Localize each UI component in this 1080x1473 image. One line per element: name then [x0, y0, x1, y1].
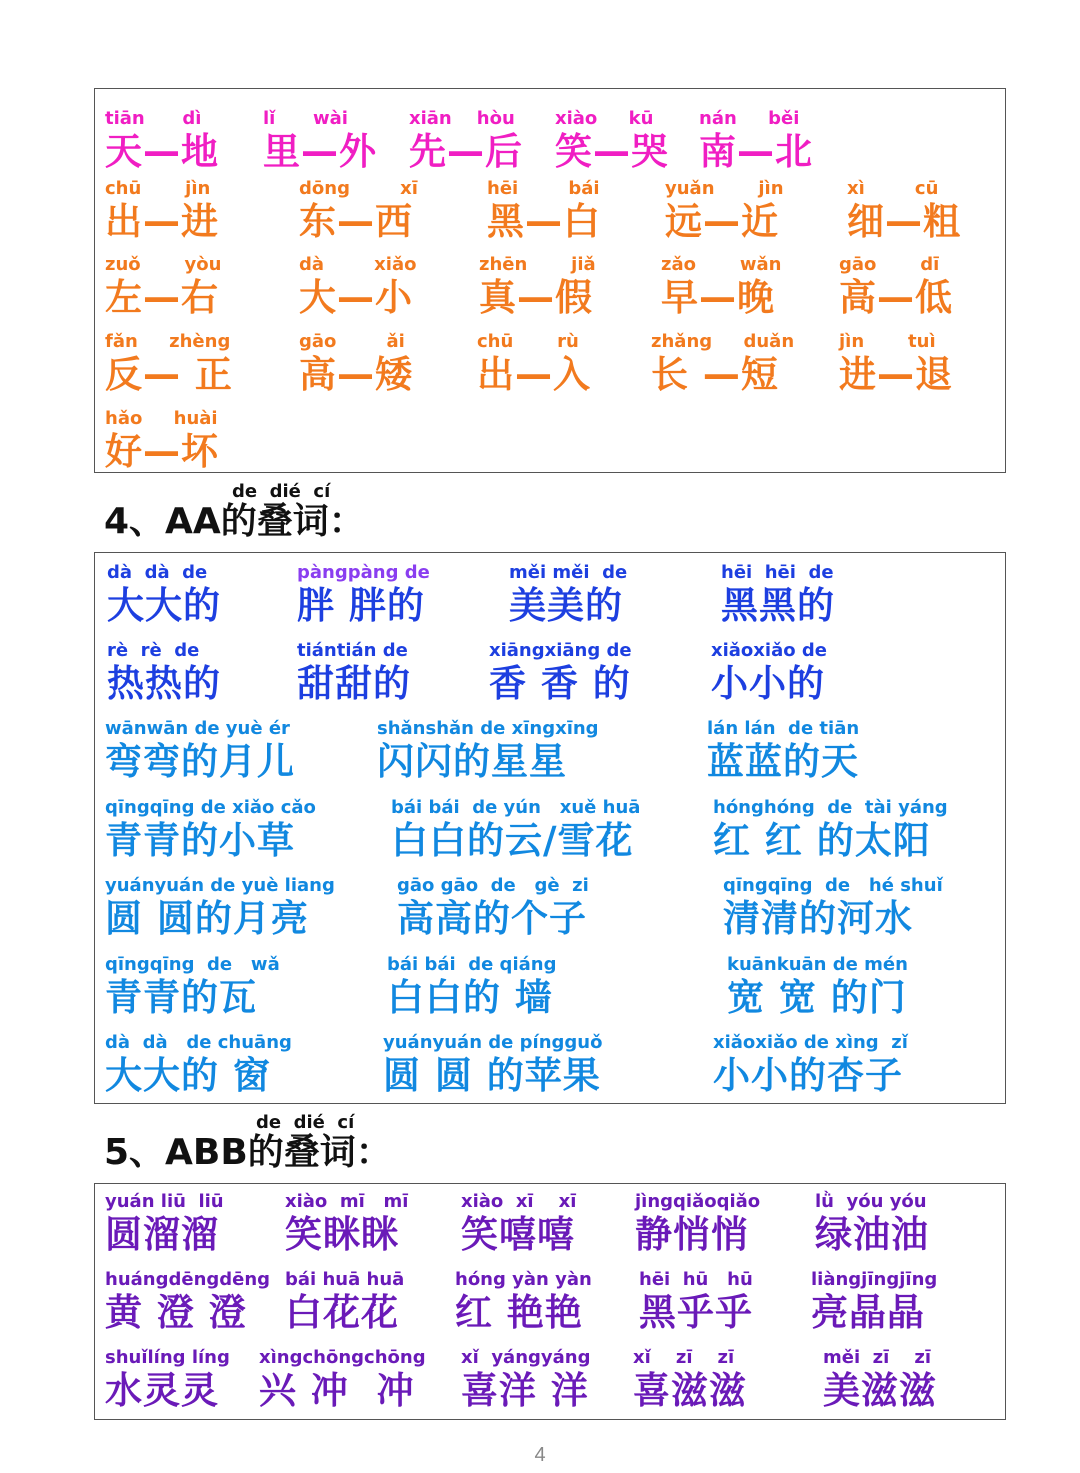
heading-pinyin: de dié cí	[232, 481, 331, 502]
abb-word	[105, 1270, 270, 1336]
antonym-word	[477, 332, 591, 398]
aa-phrase	[105, 876, 335, 942]
antonym-word	[105, 109, 219, 175]
abb-word	[461, 1348, 590, 1414]
hanzi: 东—西	[299, 200, 413, 243]
pinyin: chū rù	[477, 331, 579, 352]
pinyin: qīngqīng de hé shuǐ	[723, 875, 943, 896]
heading-text: 5、ABB的叠词：	[104, 1132, 392, 1173]
hanzi: 甜甜的	[297, 662, 411, 705]
aa-phrase	[377, 719, 599, 785]
pinyin: huángdēngdēng	[105, 1269, 271, 1290]
pinyin: dōng xī	[299, 178, 418, 199]
aa-word	[297, 641, 411, 707]
hanzi: 宽 宽 的门	[727, 976, 907, 1019]
antonym-word	[479, 255, 596, 321]
aa-phrase	[391, 798, 640, 864]
abb-word	[633, 1348, 747, 1414]
pinyin: chū jìn	[105, 178, 211, 199]
hanzi: 黑黑的	[721, 584, 835, 627]
pinyin: hóng yàn yàn	[455, 1269, 592, 1290]
hanzi: 弯弯的月儿	[105, 740, 295, 783]
pinyin: fǎn zhèng	[105, 331, 231, 352]
pinyin: xìngchōngchōng	[259, 1347, 426, 1368]
abb-words-box	[94, 1183, 1006, 1420]
pinyin: měi měi de	[509, 562, 628, 583]
pinyin: bái bái de qiáng	[387, 954, 557, 975]
hanzi: 胖 胖的	[297, 584, 425, 627]
aa-word	[297, 563, 430, 629]
antonyms-box	[94, 88, 1006, 473]
hanzi: 白花花	[285, 1291, 399, 1334]
hanzi: 黑—白	[487, 200, 601, 243]
hanzi: 圆溜溜	[105, 1213, 219, 1256]
aa-phrase	[707, 719, 859, 785]
hanzi: 进—退	[839, 353, 953, 396]
antonym-word	[299, 179, 418, 245]
aa-phrase	[105, 955, 280, 1021]
pinyin: hónghóng de tài yáng	[713, 797, 948, 818]
page-number: 4	[534, 1444, 546, 1466]
hanzi: 绿油油	[815, 1213, 929, 1256]
pinyin: liàngjīngjīng	[811, 1269, 938, 1290]
pinyin: xiào xī xī	[461, 1191, 577, 1212]
abb-word	[259, 1348, 426, 1414]
abb-word	[811, 1270, 937, 1336]
hanzi: 先—后	[409, 130, 523, 173]
heading-text: 4、AA的叠词：	[104, 501, 365, 542]
hanzi: 黑乎乎	[639, 1291, 753, 1334]
hanzi: 笑眯眯	[285, 1213, 399, 1256]
hanzi: 红 红 的太阳	[713, 819, 931, 862]
hanzi: 香 香 的	[489, 662, 631, 705]
hanzi: 反— 正	[105, 353, 233, 396]
pinyin: měi zī zī	[823, 1347, 932, 1368]
hanzi: 远—近	[665, 200, 779, 243]
hanzi: 细—粗	[847, 200, 961, 243]
abb-word	[639, 1270, 753, 1336]
hanzi: 美滋滋	[823, 1369, 937, 1412]
aa-phrase	[713, 1033, 908, 1099]
antonym-word	[839, 332, 953, 398]
pinyin: xiào mī mī	[285, 1191, 409, 1212]
pinyin: qīngqīng de xiǎo cǎo	[105, 797, 316, 818]
hanzi: 高—低	[839, 276, 953, 319]
pinyin: shuǐlíng líng	[105, 1347, 230, 1368]
hanzi: 静悄悄	[635, 1213, 749, 1256]
pinyin: yuán liū liū	[105, 1191, 224, 1212]
aa-phrase	[105, 1033, 292, 1099]
aa-phrase	[387, 955, 556, 1021]
hanzi: 天—地	[105, 130, 219, 173]
aa-word	[489, 641, 632, 707]
hanzi: 红 艳艳	[455, 1291, 583, 1334]
aa-words-box	[94, 552, 1006, 1104]
heading-pinyin: de dié cí	[256, 1112, 355, 1133]
pinyin: tiān dì	[105, 108, 202, 129]
antonym-word	[105, 409, 219, 475]
hanzi: 小小的杏子	[713, 1054, 903, 1097]
aa-phrase	[105, 719, 295, 785]
pinyin: shǎnshǎn de xīngxīng	[377, 718, 599, 739]
pinyin: lǐ wài	[263, 108, 348, 129]
aa-word	[721, 563, 835, 629]
antonym-word	[409, 109, 523, 175]
hanzi: 出—进	[105, 200, 219, 243]
pinyin: xiǎoxiǎo de xìng zǐ	[713, 1032, 908, 1053]
pinyin: zǎo wǎn	[661, 254, 782, 275]
hanzi: 白白的 墙	[387, 976, 553, 1019]
hanzi: 里—外	[263, 130, 377, 173]
hanzi: 南—北	[699, 130, 813, 173]
pinyin: jìngqiǎoqiǎo	[635, 1191, 761, 1212]
hanzi: 长 —短	[651, 353, 779, 396]
pinyin: gāo dī	[839, 254, 940, 275]
pinyin: xiāngxiāng de	[489, 640, 632, 661]
hanzi: 笑嘻嘻	[461, 1213, 575, 1256]
antonym-word	[487, 179, 601, 245]
hanzi: 青青的瓦	[105, 976, 257, 1019]
hanzi: 黄 澄 澄	[105, 1291, 247, 1334]
antonym-word	[651, 332, 794, 398]
hanzi: 高高的个子	[397, 897, 587, 940]
pinyin: bái huā huā	[285, 1269, 405, 1290]
pinyin: dà dà de chuāng	[105, 1032, 292, 1053]
pinyin: xiào kū	[555, 108, 654, 129]
hanzi: 高—矮	[299, 353, 413, 396]
aa-word	[107, 563, 221, 629]
antonym-word	[105, 255, 221, 321]
hanzi: 早—晚	[661, 276, 775, 319]
hanzi: 水灵灵	[105, 1369, 219, 1412]
pinyin: xiān hòu	[409, 108, 515, 129]
aa-phrase	[105, 798, 316, 864]
aa-phrase	[383, 1033, 602, 1099]
abb-word	[461, 1192, 576, 1258]
hanzi: 大大的 窗	[105, 1054, 271, 1097]
pinyin: zuǒ yòu	[105, 254, 222, 275]
pinyin: dà xiǎo	[299, 254, 417, 275]
hanzi: 亮晶晶	[811, 1291, 925, 1334]
hanzi: 喜滋滋	[633, 1369, 747, 1412]
antonym-word	[299, 332, 413, 398]
pinyin: yuǎn jìn	[665, 178, 784, 199]
antonym-word	[555, 109, 669, 175]
hanzi: 青青的小草	[105, 819, 295, 862]
abb-word	[823, 1348, 937, 1414]
hanzi: 兴 冲 冲	[259, 1369, 415, 1412]
pinyin: yuányuán de yuè liang	[105, 875, 335, 896]
pinyin: xiǎoxiǎo de	[711, 640, 827, 661]
antonym-word	[105, 179, 219, 245]
hanzi: 圆 圆的月亮	[105, 897, 309, 940]
hanzi: 清清的河水	[723, 897, 913, 940]
aa-phrase	[713, 798, 948, 864]
aa-word	[509, 563, 627, 629]
pinyin: gāo gāo de gè zi	[397, 875, 589, 896]
pinyin: jìn tuì	[839, 331, 936, 352]
antonym-word	[105, 332, 233, 398]
antonym-word	[661, 255, 781, 321]
pinyin: yuányuán de píngguǒ	[383, 1032, 603, 1053]
aa-word	[107, 641, 221, 707]
section-heading-aa	[104, 482, 404, 546]
pinyin: hēi hū hū	[639, 1269, 753, 1290]
pinyin: bái bái de yún xuě huā	[391, 797, 641, 818]
hanzi: 真—假	[479, 276, 593, 319]
pinyin: lǜ yóu yóu	[815, 1191, 927, 1212]
pinyin: pàngpàng de	[297, 562, 430, 583]
hanzi: 闪闪的星星	[377, 740, 567, 783]
abb-word	[635, 1192, 760, 1258]
hanzi: 笑—哭	[555, 130, 669, 173]
pinyin: nán běi	[699, 108, 800, 129]
pinyin: rè rè de	[107, 640, 200, 661]
hanzi: 小小的	[711, 662, 825, 705]
antonym-word	[847, 179, 961, 245]
pinyin: qīngqīng de wǎ	[105, 954, 280, 975]
hanzi: 大大的	[107, 584, 221, 627]
aa-phrase	[727, 955, 908, 1021]
abb-word	[815, 1192, 929, 1258]
abb-word	[285, 1192, 408, 1258]
hanzi: 美美的	[509, 584, 623, 627]
hanzi: 大—小	[299, 276, 413, 319]
pinyin: kuānkuān de mén	[727, 954, 908, 975]
aa-word	[711, 641, 827, 707]
aa-phrase	[723, 876, 943, 942]
antonym-word	[839, 255, 953, 321]
pinyin: gāo ǎi	[299, 331, 405, 352]
hanzi: 白白的云/雪花	[391, 819, 634, 862]
hanzi: 出—入	[477, 353, 591, 396]
abb-word	[105, 1348, 230, 1414]
pinyin: hēi hēi de	[721, 562, 834, 583]
pinyin: zhǎng duǎn	[651, 331, 795, 352]
antonym-word	[263, 109, 377, 175]
pinyin: xǐ zī zī	[633, 1347, 735, 1368]
aa-phrase	[397, 876, 589, 942]
antonym-word	[299, 255, 416, 321]
pinyin: hēi bái	[487, 178, 600, 199]
pinyin: lán lán de tiān	[707, 718, 860, 739]
antonym-word	[665, 179, 784, 245]
hanzi: 圆 圆 的苹果	[383, 1054, 601, 1097]
section-heading-abb	[104, 1113, 424, 1177]
abb-word	[105, 1192, 224, 1258]
pinyin: hǎo huài	[105, 408, 218, 429]
hanzi: 左—右	[105, 276, 219, 319]
abb-word	[285, 1270, 404, 1336]
pinyin: xì cū	[847, 178, 939, 199]
pinyin: zhēn jiǎ	[479, 254, 596, 275]
hanzi: 热热的	[107, 662, 221, 705]
pinyin: xǐ yángyáng	[461, 1347, 591, 1368]
abb-word	[455, 1270, 592, 1336]
hanzi: 好—坏	[105, 430, 219, 473]
hanzi: 喜洋 洋	[461, 1369, 589, 1412]
pinyin: dà dà de	[107, 562, 208, 583]
pinyin: wānwān de yuè ér	[105, 718, 290, 739]
pinyin: tiántián de	[297, 640, 408, 661]
hanzi: 蓝蓝的天	[707, 740, 859, 783]
antonym-word	[699, 109, 813, 175]
